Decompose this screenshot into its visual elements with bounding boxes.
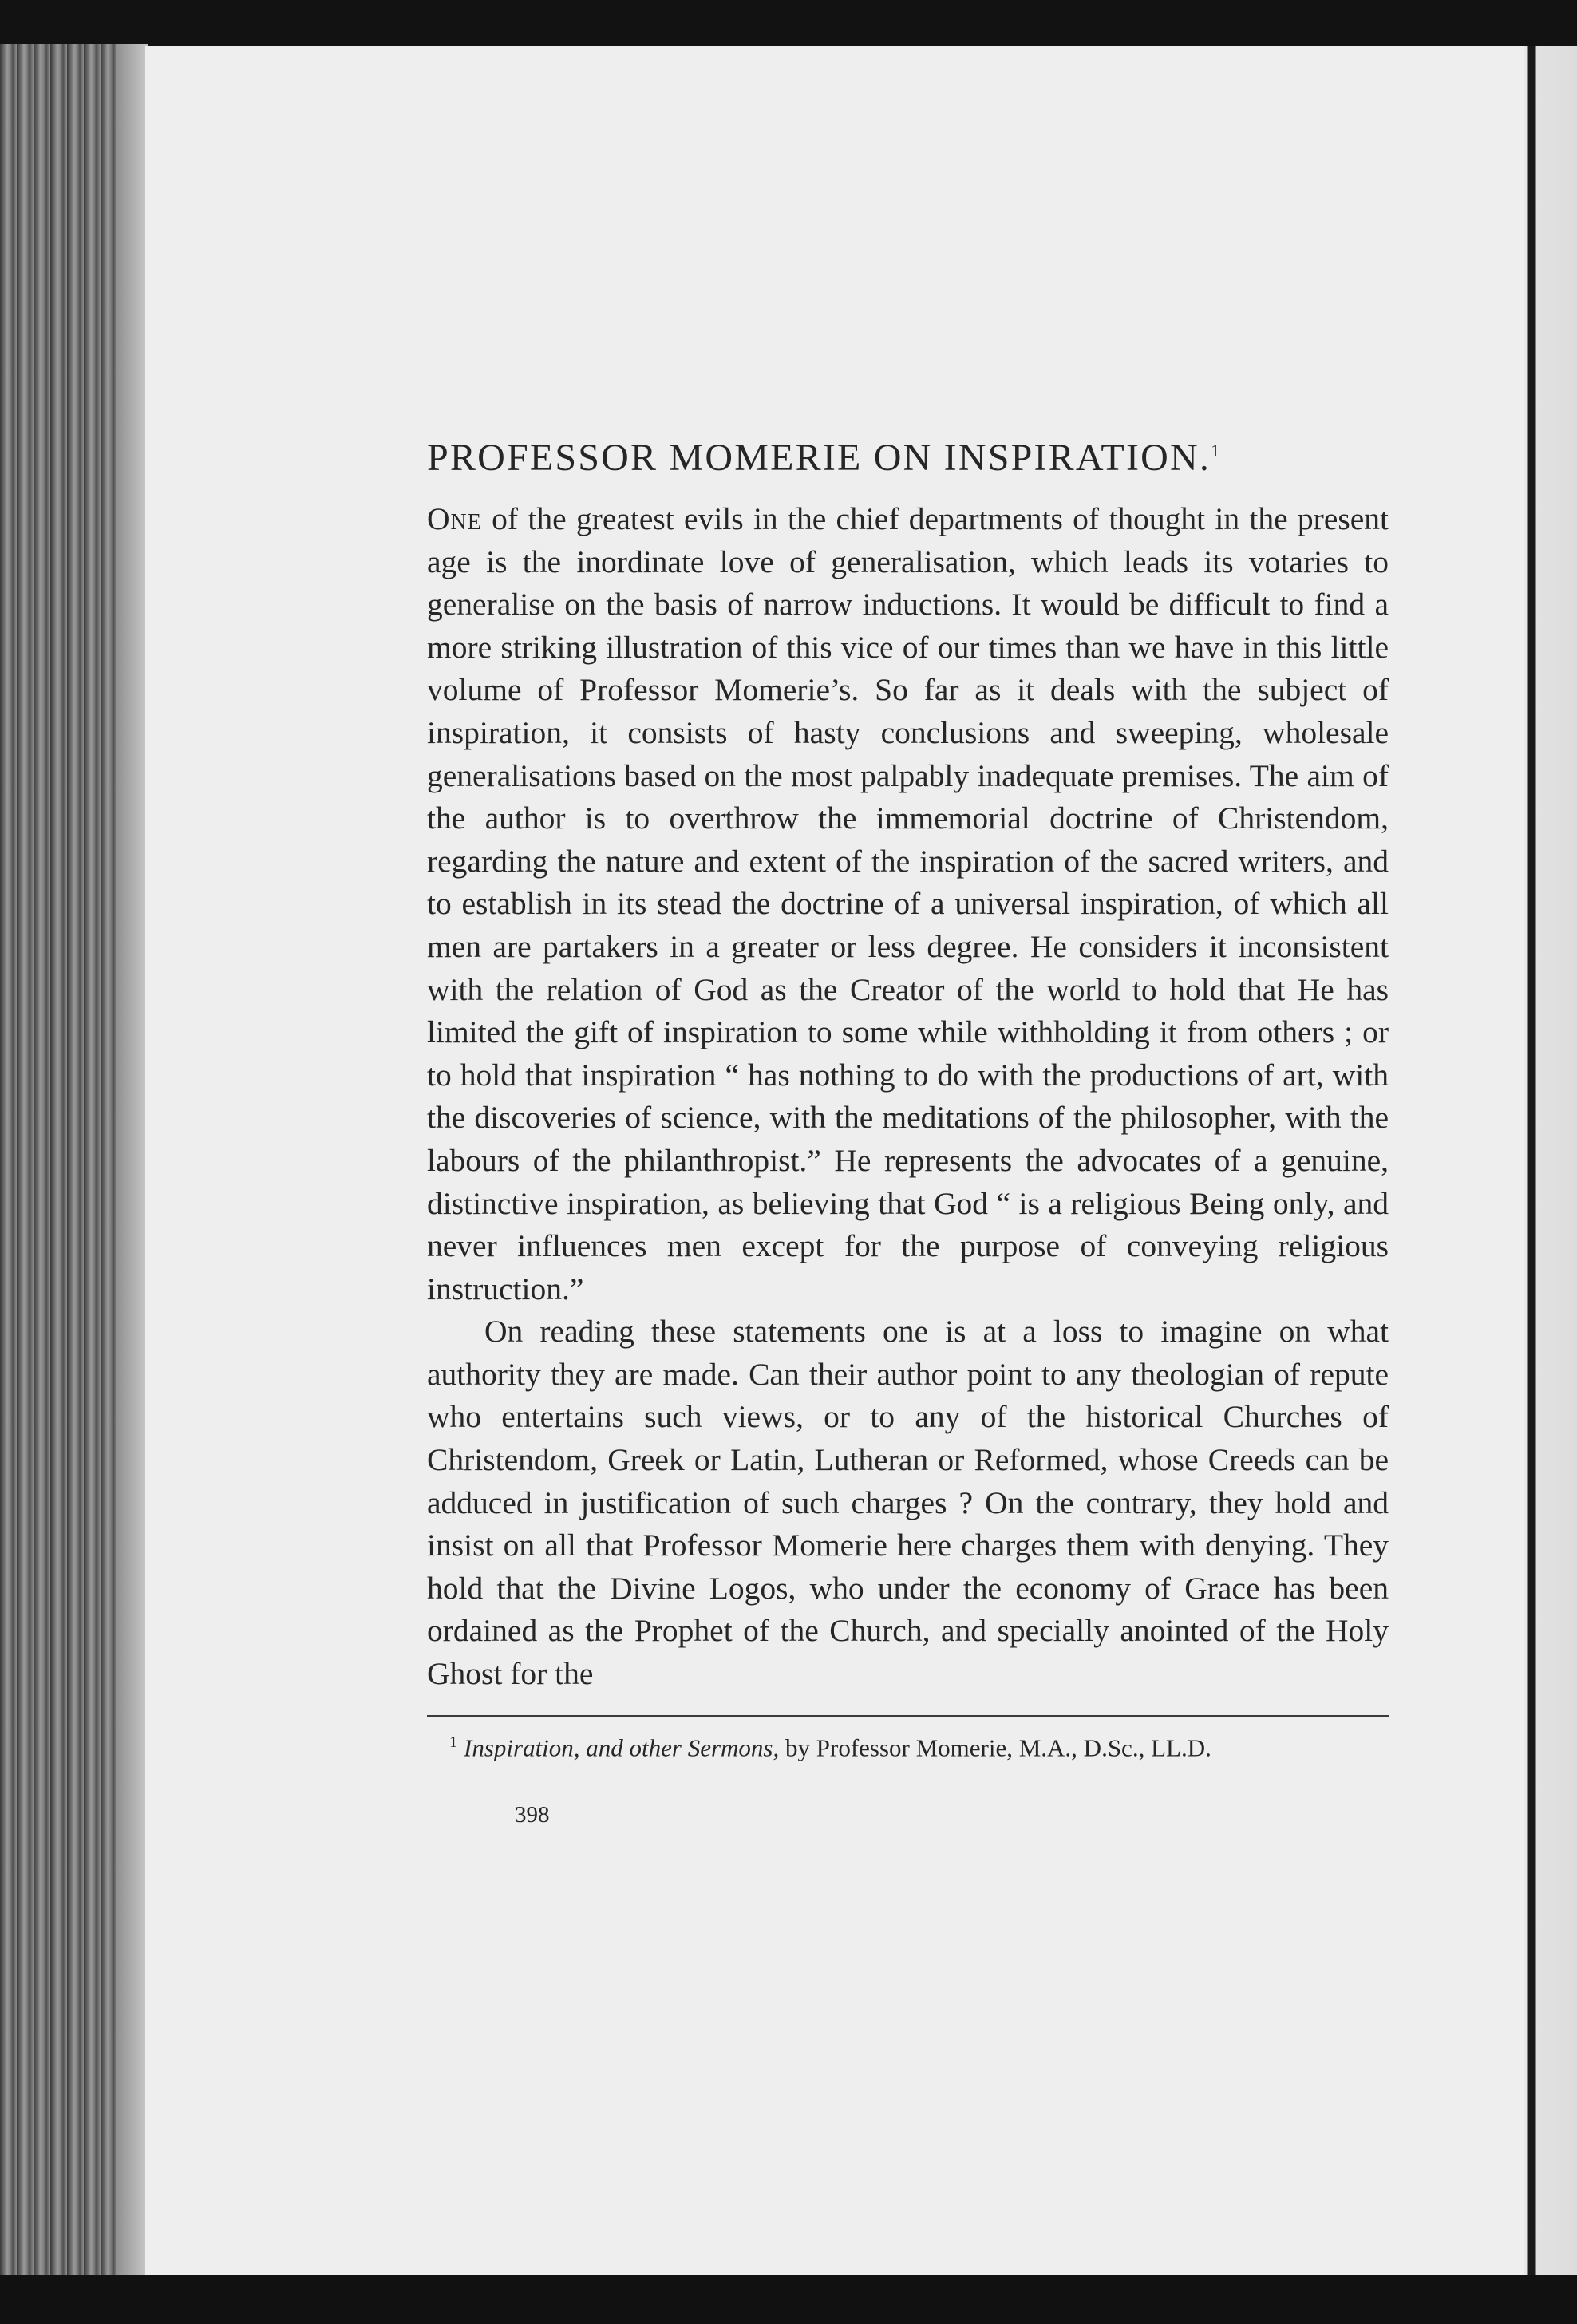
paragraph-2: On reading these statements one is at a loss to imagine on what authority they are made. Can their author point to any theologian of repute who entertains such views, or to any of the historical Churches of Christendom, Greek or Latin, Lutheran or Reformed, whose Creeds can be adduced in justification of such charges ? On the contrary, they hold and insist on all that Professor Momerie here charges them with denying. They hold that the Divine Logos, who under the economy of Grace has been ordained as the Prophet of the Church, and specially anointed of the Holy Ghost for the bbox=[427, 1314, 1389, 1692]
footnote-citation: by Professor Momerie, M.A., D.Sc., LL.D. bbox=[779, 1733, 1211, 1761]
paragraph-1-text: of the greatest evils in the chief departments of thought in the present age is the inordinate love of generalisation, which leads its votaries to generalise on the basis of narrow inductions. It would be difficult to find a more striking illustration of this vice of our times than we have in this little volume of Professor Momerie’s. So far as it deals with the subject of inspiration, it consists of hasty conclusions and sweeping, wholesale generalisations based on the most palpably inadequate premises. The aim of the author is to overthrow the immemorial doctrine of Christendom, regarding the nature and extent of the inspiration of the sacred writers, and to establish in its stead the doctrine of a universal inspiration, of which all men are partakers in a greater or less degree. He considers it inconsistent with the relation of God as the Creator of the world to hold that He has limited the gift of inspiration to some while withholding it from others ; or to hold that inspiration “ has nothing to do with the productions of art, with the discoveries of science, with the meditations of the philosopher, with the labours of the philanthropist.” He represents the advocates of a genuine, distinctive inspiration, as believing that God “ is a religious Being only, and never influences men except for the purpose of conveying religious instruction.” bbox=[427, 501, 1389, 1306]
book-page-edges bbox=[0, 44, 148, 2275]
footnote bbox=[449, 1723, 1389, 1767]
title-footnote-marker: 1 bbox=[1211, 441, 1220, 460]
footnote-number: 1 bbox=[449, 1733, 457, 1751]
article-title bbox=[427, 419, 1389, 490]
footnote-divider bbox=[427, 1715, 1389, 1717]
paragraph-1-lead-word: One bbox=[427, 501, 482, 536]
paragraph-1 bbox=[427, 498, 1389, 1310]
book-gutter-right bbox=[1524, 46, 1577, 2275]
page-number: 398 bbox=[515, 1801, 550, 1828]
article-title-text: PROFESSOR MOMERIE ON INSPIRATION. bbox=[427, 437, 1211, 479]
footnote-book-title: Inspiration, and other Sermons, bbox=[464, 1733, 780, 1761]
scan-border-bottom bbox=[0, 2275, 1577, 2324]
scan-border-top bbox=[0, 0, 1577, 49]
page-text-block bbox=[427, 419, 1389, 1828]
article-body bbox=[427, 498, 1389, 1696]
